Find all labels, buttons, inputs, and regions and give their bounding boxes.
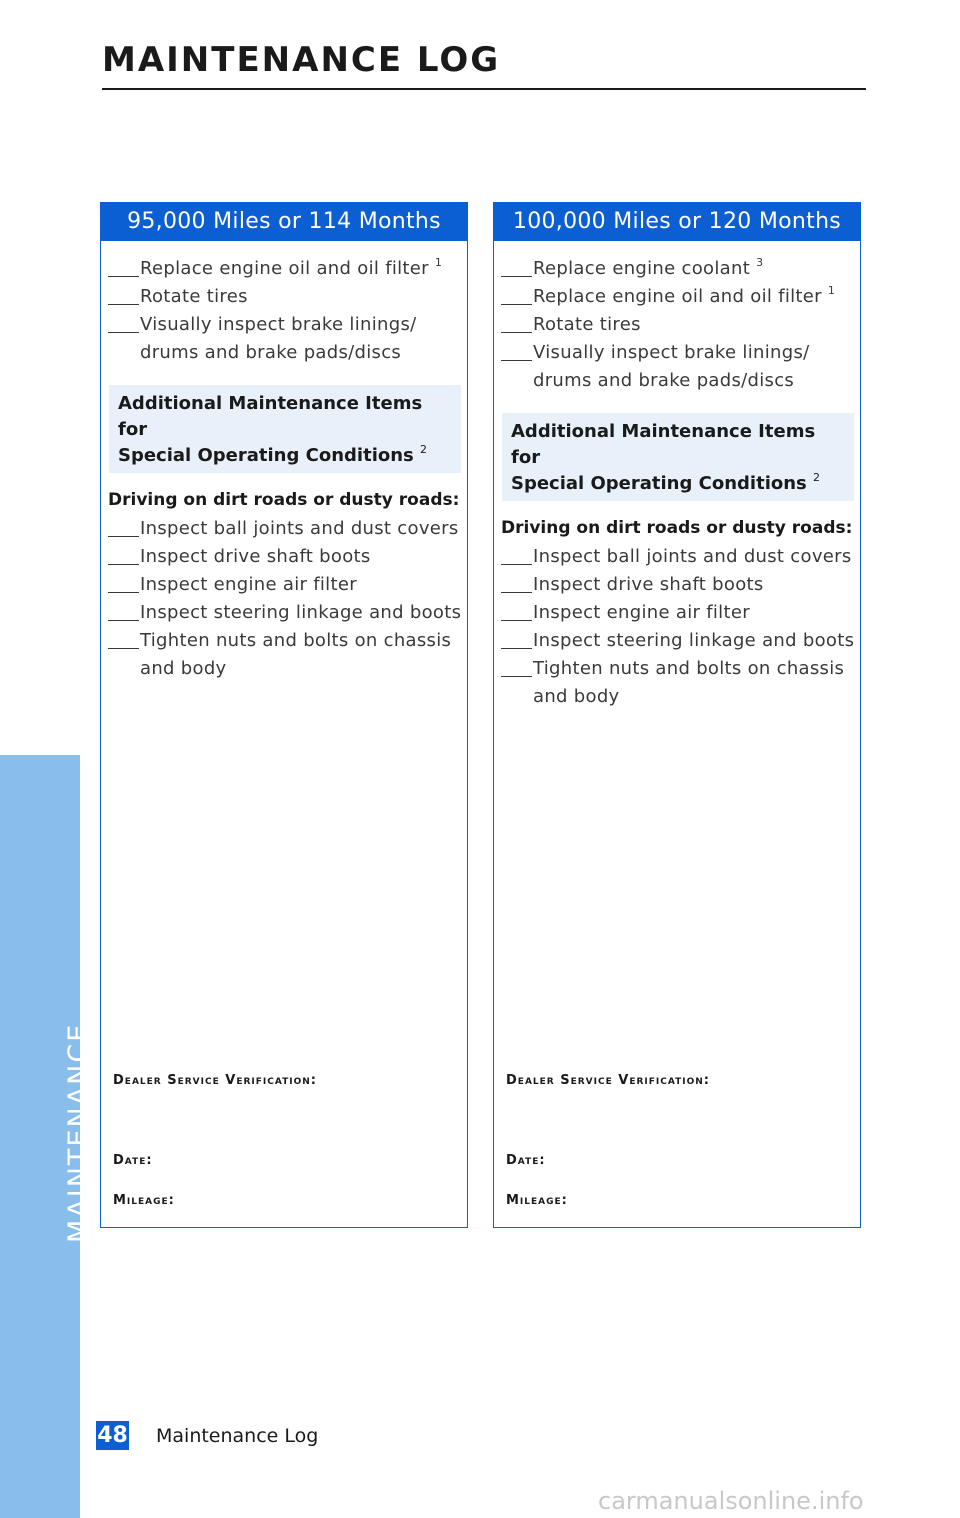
special-conditions-box: Additional Maintenance Items for Special Operating Conditions $^2$	[502, 413, 854, 501]
card-body	[494, 241, 860, 710]
checkbox-line[interactable]	[108, 620, 139, 621]
card-body	[101, 241, 467, 682]
checkbox-line[interactable]	[108, 592, 139, 593]
checklist-item: Inspect engine air filter	[501, 599, 860, 627]
date-label: Date:	[113, 1153, 153, 1168]
checklist-item: Visually inspect brake linings/ drums and brake pads/discs	[108, 311, 467, 366]
checkbox-line[interactable]	[501, 592, 532, 593]
checkbox-line[interactable]	[501, 648, 532, 649]
condition-heading: Driving on dirt roads or dusty roads:	[108, 490, 460, 510]
checkbox-line[interactable]	[501, 620, 532, 621]
card-header: 95,000 Miles or 114 Months	[101, 203, 467, 241]
checklist-item: Replace engine oil and oil filter $^1$	[108, 255, 467, 283]
special-conditions-box: Additional Maintenance Items for Special Operating Conditions $^2$	[109, 385, 461, 473]
checklist-item: Tighten nuts and bolts on chassis and body	[108, 627, 467, 682]
checklist-item: Inspect drive shaft boots	[108, 543, 467, 571]
checkbox-line[interactable]	[501, 304, 532, 305]
checkbox-line[interactable]	[501, 360, 532, 361]
checkbox-line[interactable]	[108, 536, 139, 537]
checklist-item: Rotate tires	[108, 283, 467, 311]
checkbox-line[interactable]	[108, 304, 139, 305]
condition-heading: Driving on dirt roads or dusty roads:	[501, 518, 853, 538]
checklist-item: Inspect drive shaft boots	[501, 571, 860, 599]
checkbox-line[interactable]	[501, 276, 532, 277]
watermark-text: carmanualsonline.info	[598, 1487, 864, 1515]
checkbox-line[interactable]	[501, 332, 532, 333]
checklist-item: Tighten nuts and bolts on chassis and body	[501, 655, 860, 710]
checkbox-line[interactable]	[108, 648, 139, 649]
checklist-item: Inspect steering linkage and boots	[108, 599, 467, 627]
checklist-item: Inspect ball joints and dust covers	[108, 515, 467, 543]
dealer-verification-label: Dealer Service Verification:	[506, 1073, 711, 1088]
card-header: 100,000 Miles or 120 Months	[494, 203, 860, 241]
checklist-item: Inspect engine air filter	[108, 571, 467, 599]
checklist-item: Visually inspect brake linings/ drums and brake pads/discs	[501, 339, 860, 394]
dealer-verification-label: Dealer Service Verification:	[113, 1073, 318, 1088]
maintenance-card-100000	[493, 202, 861, 1228]
checklist-item: Replace engine coolant $^3$	[501, 255, 860, 283]
checklist-item: Inspect ball joints and dust covers	[501, 543, 860, 571]
page-title: MAINTENANCE LOG	[102, 40, 501, 80]
footer-section-label: Maintenance Log	[156, 1425, 319, 1447]
checklist-item: Inspect steering linkage and boots	[501, 627, 860, 655]
checkbox-line[interactable]	[108, 332, 139, 333]
checkbox-line[interactable]	[501, 564, 532, 565]
checkbox-line[interactable]	[108, 276, 139, 277]
side-section-label: MAINTENANCE	[63, 1022, 94, 1243]
checkbox-line[interactable]	[108, 564, 139, 565]
checklist-item: Rotate tires	[501, 311, 860, 339]
mileage-label: Mileage:	[506, 1193, 568, 1208]
mileage-label: Mileage:	[113, 1193, 175, 1208]
checkbox-line[interactable]	[501, 676, 532, 677]
checklist-item: Replace engine oil and oil filter $^1$	[501, 283, 860, 311]
title-divider	[102, 88, 866, 90]
date-label: Date:	[506, 1153, 546, 1168]
maintenance-card-95000	[100, 202, 468, 1228]
page-number-badge: 48	[97, 1423, 128, 1448]
